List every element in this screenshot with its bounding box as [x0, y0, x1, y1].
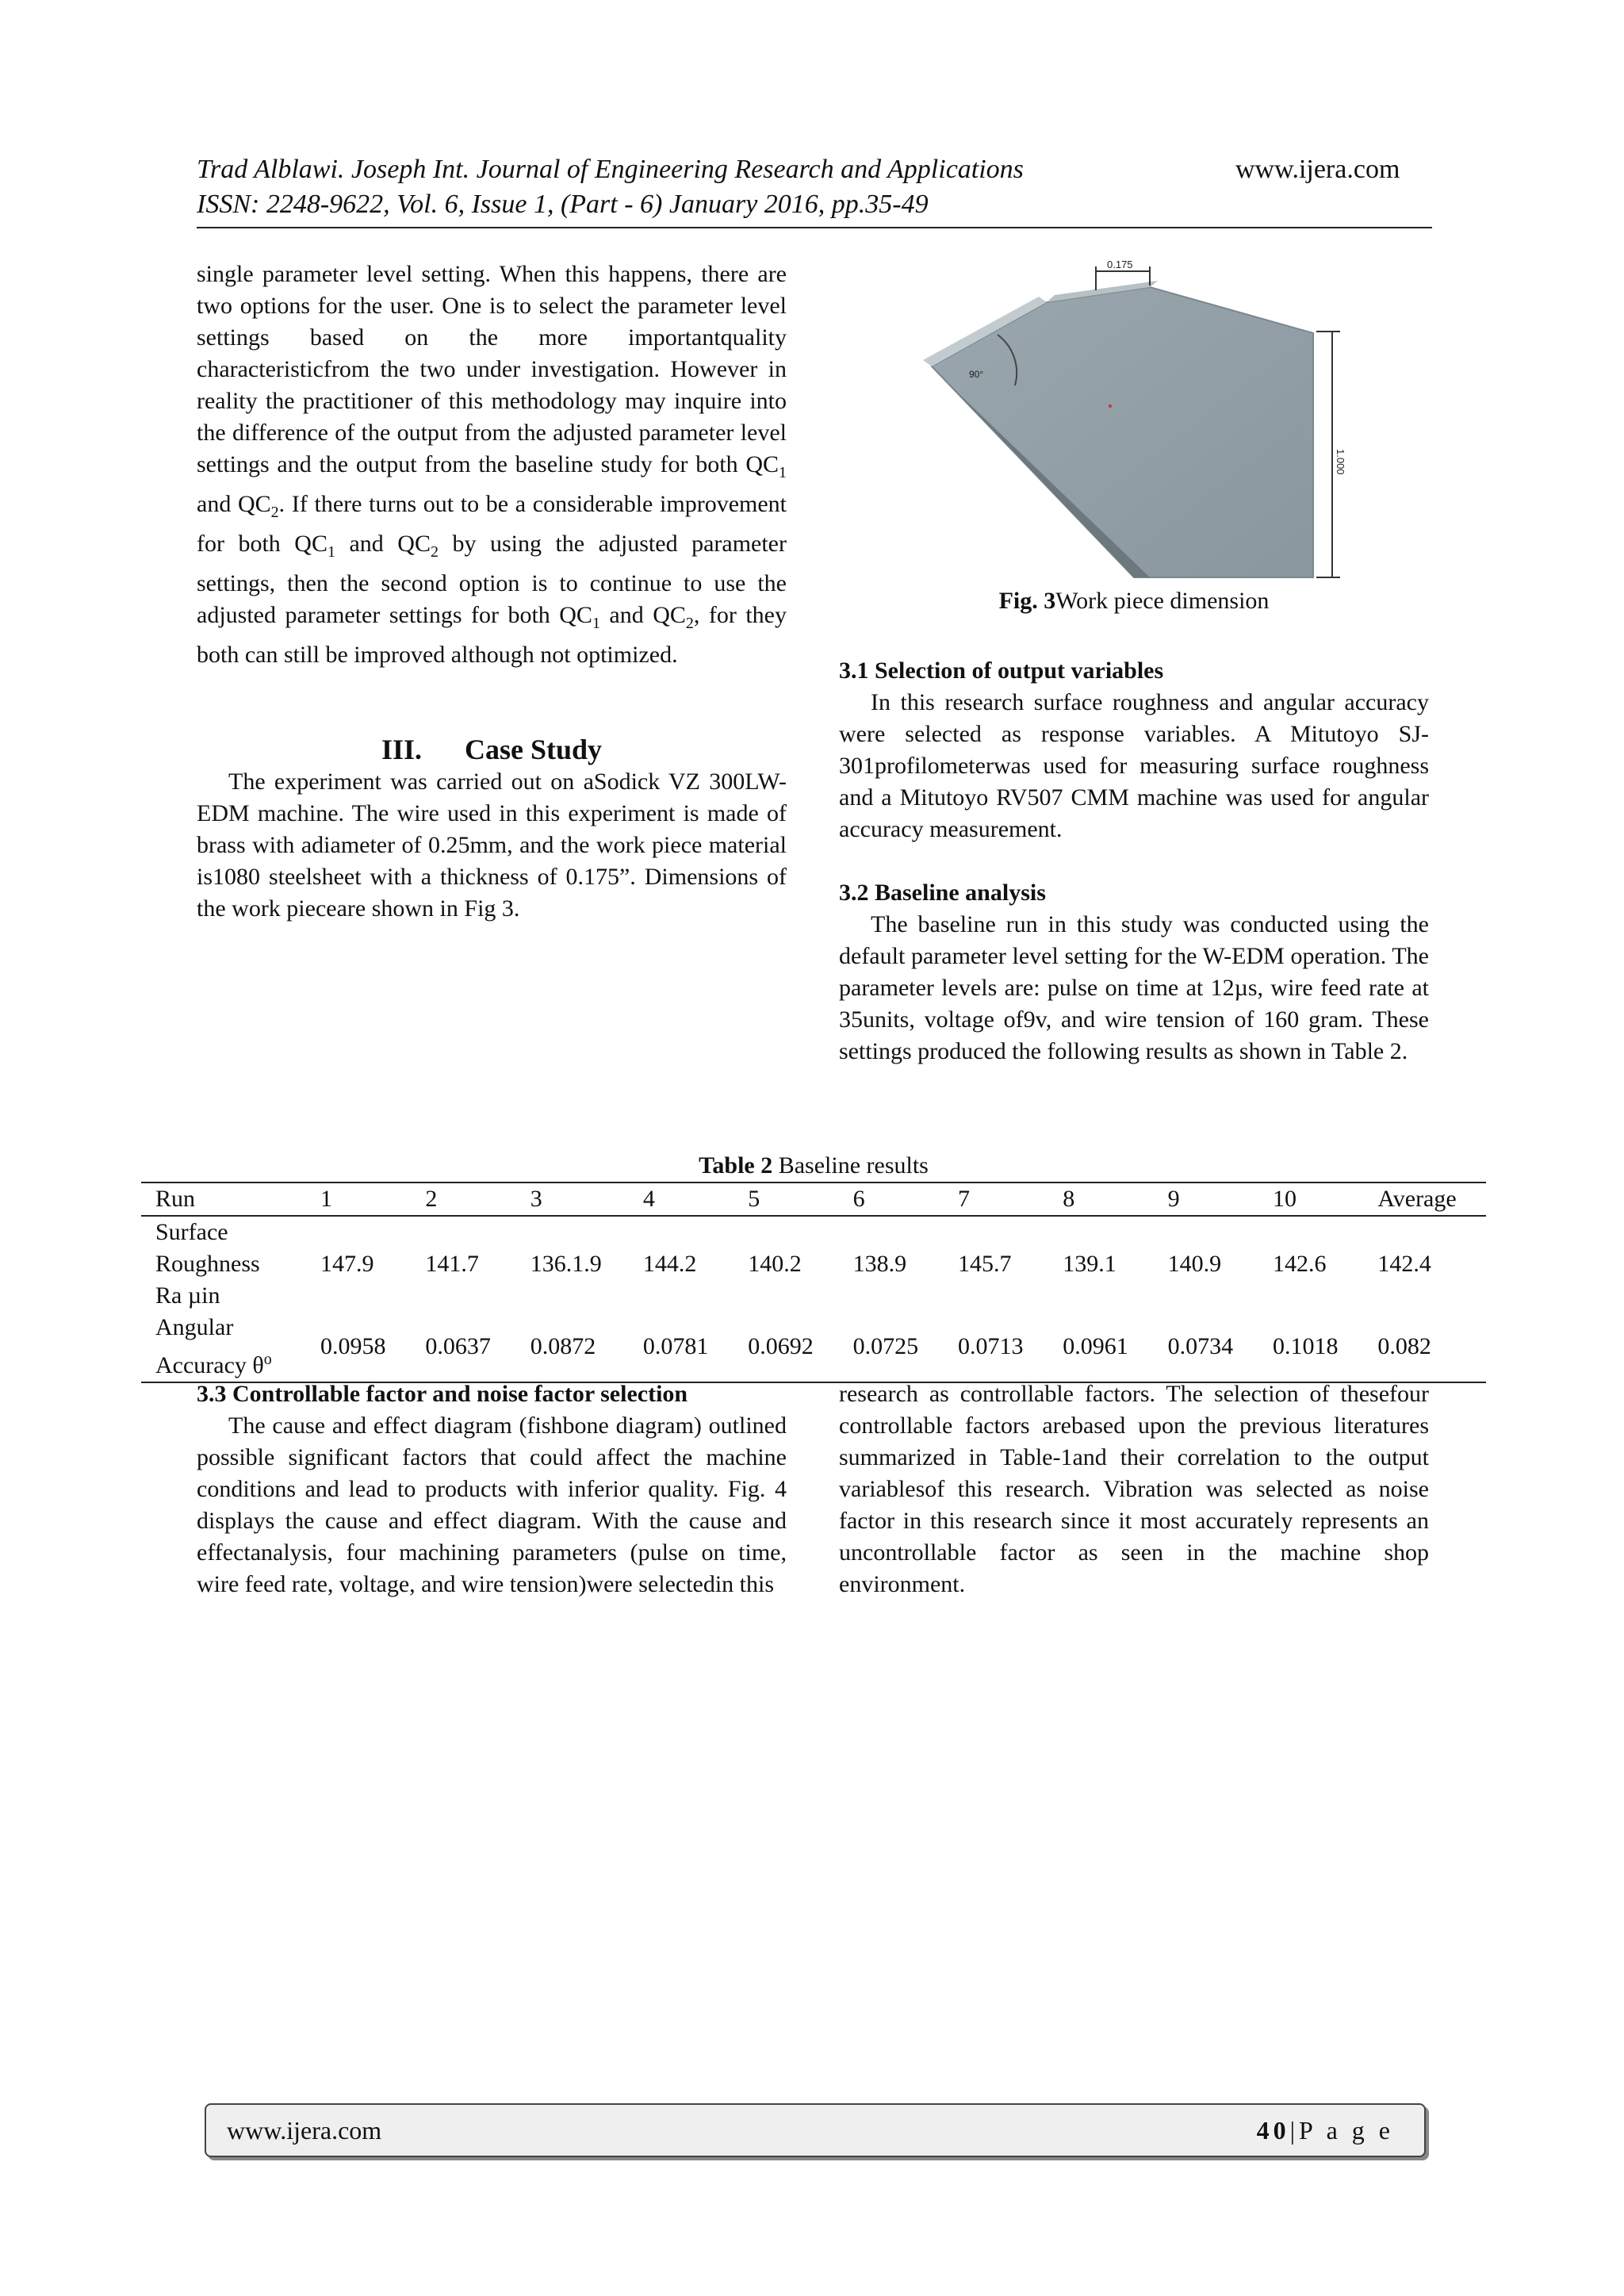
table-row-angular-accuracy [141, 1312, 1486, 1382]
angle-dimension-label: 90° [969, 369, 984, 380]
table-header-cell: 8 [1048, 1182, 1153, 1216]
subsection-3-1-text: In this research surface roughness and angular accuracy were selected as response variables. A Mitutoyo SJ-301profilometerwas used for measuring surface roughness and a Mitutoyo RV507 CMM machine was used for angular accuracy measurement. [839, 689, 1429, 842]
table-cell: 140.2 [748, 1251, 802, 1277]
subsection-3-2-text: The baseline run in this study was conducted using the default parameter level setting for the W-EDM operation. The parameter levels are: pulse on time at 12µs, wire feed rate at 35units, voltage of9v, and wire tension of 160 gram. These settings produced the following results as shown in Table 2. [839, 911, 1429, 1064]
left-column-case-study [197, 766, 787, 925]
running-header [197, 152, 1024, 222]
side-dimension-label: 1.000 [1335, 449, 1346, 475]
table-header-cell: Average [1363, 1182, 1486, 1216]
case-study-paragraph: The experiment was carried out on aSodick VZ 300LW-EDM machine. The wire used in this experiment is made of brass with adiameter of 0.25mm, and the work piece material is1080 steelsheet with a thickness of 0.175”. Dimensions of the work pieceare shown in Fig 3. [197, 769, 787, 922]
work-piece-figure [920, 259, 1364, 582]
table-cell: 0.0725 [839, 1312, 944, 1382]
table-header-cell: 3 [516, 1182, 629, 1216]
header-website-link[interactable]: www.ijera.com [1235, 155, 1400, 184]
baseline-results-table [141, 1150, 1486, 1383]
page-footer [205, 2103, 1426, 2157]
table-cell: 145.7 [957, 1251, 1012, 1277]
table-cell: 0.0734 [1154, 1312, 1258, 1382]
table-header-cell: 1 [306, 1182, 411, 1216]
table-cell: 136.1.9 [530, 1251, 602, 1277]
table-header-cell: 5 [733, 1182, 838, 1216]
table-header-row [141, 1182, 1486, 1216]
table-cell: 0.0637 [411, 1312, 515, 1382]
table-cell: 0.0961 [1048, 1312, 1153, 1382]
right-column-text [839, 655, 1429, 1068]
subsection-3-2-title: 3.2 Baseline analysis [839, 880, 1046, 906]
header-rule [197, 227, 1432, 228]
figure-caption: Fig. 3Work piece dimension [998, 588, 1270, 614]
center-mark [1109, 404, 1112, 408]
subsection-3-3-text-right: research as controllable factors. The selection of thesefour controllable factors arebased upon the previous literatures summarized in Table-1and their correlation to the output variablesof this research. Vibration was selected as noise factor in this research since it most accurately represents an uncontrollable factor as seen in the machine shop environment. [839, 1381, 1429, 1597]
subsection-3-3-title: 3.3 Controllable factor and noise factor selection [197, 1381, 688, 1407]
subsection-3-1-title: 3.1 Selection of output variables [839, 657, 1164, 684]
table-header-cell: 2 [411, 1182, 515, 1216]
footer-page-number: 40|P a g e [1256, 2116, 1394, 2145]
footer-website-link[interactable]: www.ijera.com [227, 2116, 382, 2145]
table-cell: 144.2 [642, 1251, 697, 1277]
table-cell: 142.4 [1377, 1251, 1431, 1277]
table-header-cell: 6 [839, 1182, 944, 1216]
row-label: Angular Accuracy $\theta^o$ [141, 1312, 306, 1382]
table-row-surface-roughness [141, 1216, 1486, 1312]
subsection-3-3-left [197, 1378, 787, 1600]
table-header-cell: 4 [629, 1182, 733, 1216]
table-cell: 0.0713 [944, 1312, 1048, 1382]
table-header-cell: 7 [944, 1182, 1048, 1216]
table-cell: 141.7 [425, 1251, 479, 1277]
table-header-cell: Run [141, 1182, 306, 1216]
table-caption: Table 2 Baseline results [699, 1152, 929, 1179]
subsection-3-3-text-left: The cause and effect diagram (fishbone diagram) outlined possible significant factors that could affect the machine conditions and lead to products with inferior quality. Fig. 4 displays the cause and effect diagram. With the cause and effectanalysis, four machining parameters (pulse on time, wire feed rate, voltage, and wire tension)were selectedin this [197, 1412, 787, 1597]
table-cell: 0.0781 [629, 1312, 733, 1382]
header-journal-line: Trad Alblawi. Joseph Int. Journal of Engineering Research and Applications [197, 155, 1024, 184]
table-cell: 139.1 [1063, 1251, 1116, 1277]
table-header-cell: 10 [1258, 1182, 1363, 1216]
table-cell: 140.9 [1167, 1251, 1222, 1277]
subsection-3-3-right [839, 1378, 1429, 1600]
row-label: Surface Roughness Ra µin [155, 1219, 260, 1309]
left-column-text [197, 259, 787, 671]
top-dimension-label: 0.175 [1107, 259, 1133, 270]
table-cell: 0.1018 [1258, 1312, 1363, 1382]
section-heading-case-study: III. Case Study [381, 734, 603, 765]
table-cell: 0.0692 [733, 1312, 838, 1382]
table-cell: 138.9 [852, 1251, 907, 1277]
table-cell: 0.082 [1363, 1312, 1486, 1382]
table-cell: 0.0872 [516, 1312, 629, 1382]
table-cell: 0.0958 [306, 1312, 411, 1382]
header-issn-line: ISSN: 2248-9622, Vol. 6, Issue 1, (Part - 6) January 2016, pp.35-49 [197, 190, 929, 219]
table-cell: 147.9 [320, 1251, 374, 1277]
table-header-cell: 9 [1154, 1182, 1258, 1216]
left-paragraph-1: single parameter level setting. When this happens, there are two options for the user. One is to select the parameter level settings based on the more importantquality characteristicfrom the two under investigation. However in reality the practitioner of this methodology may inquire into the difference of the output from the adjusted parameter level settings and the output from the baseline study for both $QC_1$ and $QC_2$. If there turns out to be a considerable improvement for both $QC_1$ and $QC_2$ by using the adjusted parameter settings, then the second option is to continue to use the adjusted parameter settings for both $QC_1$ and $QC_2$, for they both can still be improved although not optimized. [197, 261, 787, 668]
table-cell: 142.6 [1272, 1251, 1327, 1277]
